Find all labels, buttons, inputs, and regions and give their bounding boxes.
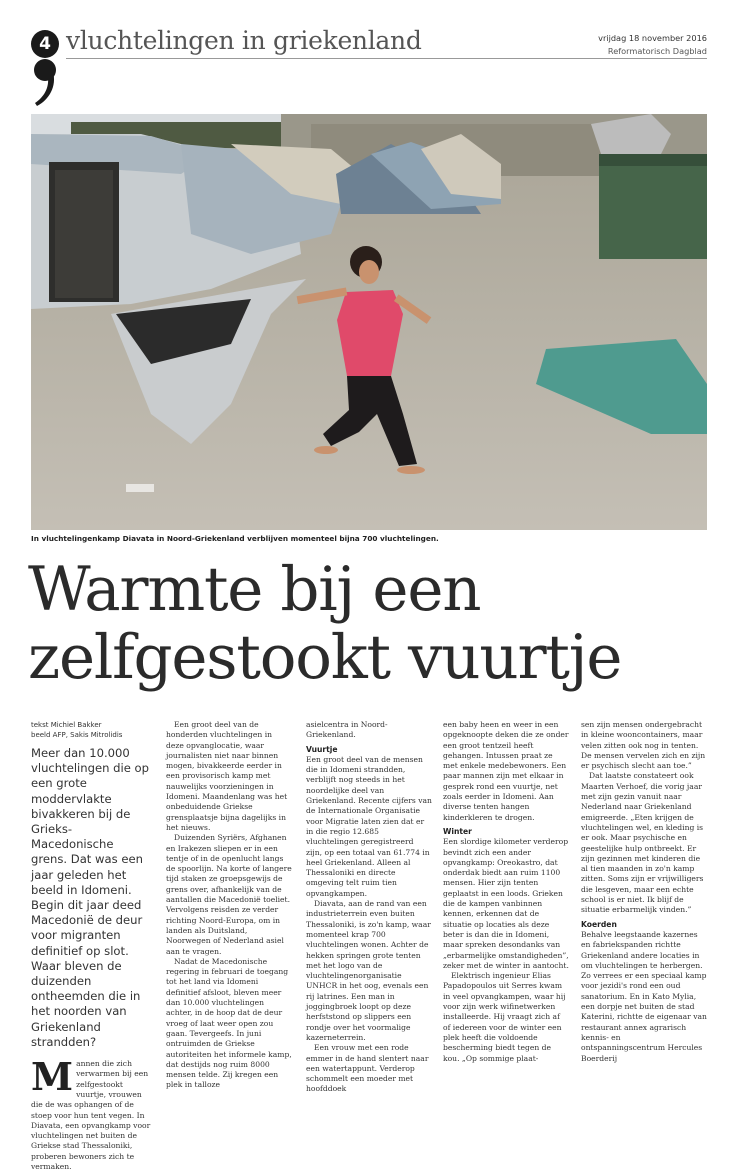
headline-line-1: Warmte bij een <box>28 554 481 625</box>
header-meta <box>598 33 707 56</box>
paragraph: asielcentra in Noord-Griekenland. <box>306 720 388 740</box>
paragraph: annen die zich verwarmen bij een zelfgestookt vuurtje, vrouwen die de was ophangen of de stoep voor hun tent vegen. In Diavata, een opvangkamp voor vluchtelingen net buiten de Griekse stad Thessaloniki, proberen bewoners zich te vermaken. <box>31 1059 151 1172</box>
main-photo <box>31 114 707 530</box>
paragraph: Behalve leegstaande kazernes en fabriekspanden richtte Griekenland andere locaties in om vluchtelingen te herbergen. Zo verrees er een speciaal kamp voor jezidi's rond een oud sanatorium. En in Kato Mylia, een dorpje net buiten de stad Katerini, richtte de eigenaar van restaurant annex agrarisch kennis- en ontspanningscentrum Hercules Boerderij <box>581 929 707 1063</box>
paragraph: Een groot deel van de honderden vluchtelingen in deze opvanglocatie, waar journalisten niet naar binnen mogen, bivakkeerde eerder in een provisorisch kamp met nauwelijks voorzieningen in Idomeni. Maandenlang was het onbeduidende Griekse grensplaatsje bijna dagelijks in het nieuws. <box>166 720 288 832</box>
author-credit: tekst Michiel Bakker <box>31 721 102 729</box>
column-5 <box>581 720 707 1064</box>
page-number-badge <box>31 30 59 58</box>
page-number: 4 <box>39 34 51 54</box>
paragraph: Diavata, aan de rand van een industrieterrein even buiten Thessaloniki, is zo'n kamp, waar momenteel krap 700 vluchtelingen wonen. Achter de hekken springen grote tenten met het logo van de vluchtelingenorganisatie UNHCR in het oog, evenals een rij latrines. Een man in joggingbroek loopt op deze herfststond op slippers een rondje over het voormalige kazerneterrein. <box>306 899 431 1042</box>
paragraph: Duizenden Syriërs, Afghanen en Irakezen sliepen er in een tentje of in de openlucht langs de spoorlijn. Na korte of langere tijd staken ze groepsgewijs de grens over, afhankelijk van de aantallen die Macedonië toeliet. Vervolgens reisden ze verder richting Noord-Europa, om in landen als Duitsland, Noorwegen of Nederland asiel aan te vragen. <box>166 833 292 956</box>
paragraph: Nadat de Macedonische regering in februari de toegang tot het land via Idomeni definitief afsloot, bleven meer dan 10.000 vluchtelingen achter, in de hoop dat de deur vroeg of laat weer open zou gaan. Tevergeefs. In juni ontruimden de Griekse autoriteiten het informele kamp, dat destijds nog ruim 8000 mensen telde. Zij kregen een plek in talloze <box>166 956 292 1090</box>
subheading-winter: Winter <box>443 826 472 836</box>
issue-date: vrijdag 18 november 2016 <box>598 33 707 43</box>
photo-credit: beeld AFP, Sakis Mitrolidis <box>31 731 123 739</box>
header-divider <box>66 58 707 59</box>
paragraph: sen zijn mensen ondergebracht in kleine wooncontainers, maar velen zitten ook nog in tenten. De mensen vervelen zich en zijn er psychisch slecht aan toe.” <box>581 720 706 771</box>
comma-logo-icon <box>31 58 61 108</box>
subheading-koerden: Koerden <box>581 919 617 929</box>
refugee-camp-photo <box>31 114 707 530</box>
section-title: vluchtelingen in griekenland <box>66 26 422 55</box>
column-2 <box>166 720 292 1091</box>
paragraph: Elektrisch ingenieur Elias Papadopoulos uit Serres kwam in veel opvangkampen, waar hij voor zijn werk wifinetwerken installeerde. Hij vraagt zich af of iedereen voor de winter een plek heeft die voldoende bescherming biedt tegen de kou. „Op sommige plaat- <box>443 971 566 1063</box>
article-opening <box>31 1054 151 1172</box>
paragraph: Een slordige kilometer verderop bevindt zich een ander opvangkamp: Oreokastro, dat onderdak biedt aan ruim 1100 mensen. Hier zijn tenten geplaatst in een loods. Grieken die de kampen vanbinnen kennen, erkennen dat de situatie op locaties als deze beter is dan die in Idomeni, maar spreken desondanks van „erbarmelijke omstandigheden”, zeker met de winter in aantocht. <box>443 837 569 970</box>
drop-cap: M <box>31 1054 74 1100</box>
paragraph: Een vrouw met een rode emmer in de hand slentert naar een watertappunt. Verderop schommelt een moeder met hoofddoek <box>306 1043 429 1094</box>
column-3 <box>306 720 432 1095</box>
column-4 <box>443 720 569 1064</box>
article-intro: Meer dan 10.000 vluchtelingen die op een grote moddervlakte bivakkeren bij de Grieks-Macedonische grens. Dat was een jaar geleden het beeld in Idomeni. Begin dit jaar deed Macedonië de deur voor migranten definitief op slot. Waar bleven de duizenden ontheemden die in het noorden van Griekenland strandden? <box>31 746 149 1049</box>
photo-caption: In vluchtelingenkamp Diavata in Noord-Griekenland verblijven momenteel bijna 700 vluchtelingen. <box>31 534 439 543</box>
headline-line-2: zelfgestookt vuurtje <box>28 622 622 693</box>
paragraph: Dat laatste constateert ook Maarten Verhoef, die vorig jaar met zijn gezin vanuit naar Nederland naar Griekenland emigreerde. „Eten krijgen de vluchtelingen wel, en kleding is er ook. Maar psychische en geestelijke hulp ontbreekt. Er zijn gezinnen met kinderen die al tien maanden in zo'n kamp zitten. Soms zijn er vrijwilligers die lesgeven, maar een echte school is er niet. Ik blijf de situatie erbarmelijk vinden.” <box>581 771 704 915</box>
subheading-vuurtje: Vuurtje <box>306 744 338 754</box>
newspaper-name: Reformatorisch Dagblad <box>607 46 707 56</box>
paragraph: Een groot deel van de mensen die in Idomeni strandden, verblijft nog steeds in het noordelijke deel van Griekenland. Recente cijfers van de Internationale Organisatie voor Migratie laten zien dat er in die regio 12.685 vluchtelingen geregistreerd zijn, op een totaal van 61.774 in heel Griekenland. Alleen al Thessaloniki en directe omgeving telt ruim tien opvangkampen. <box>306 754 432 898</box>
paragraph: een baby heen en weer in een opgeknoopte deken die ze onder een groot tentzeil heeft gehangen. Intussen praat ze met enkele medebewoners. Een paar mannen zijn met elkaar in gesprek rond een vuurtje, net zoals eerder in Idomeni. Aan diverse tenten hangen kinderkleren te drogen. <box>443 720 569 822</box>
credits <box>31 720 151 740</box>
column-1 <box>31 720 151 1172</box>
headline <box>28 556 718 692</box>
